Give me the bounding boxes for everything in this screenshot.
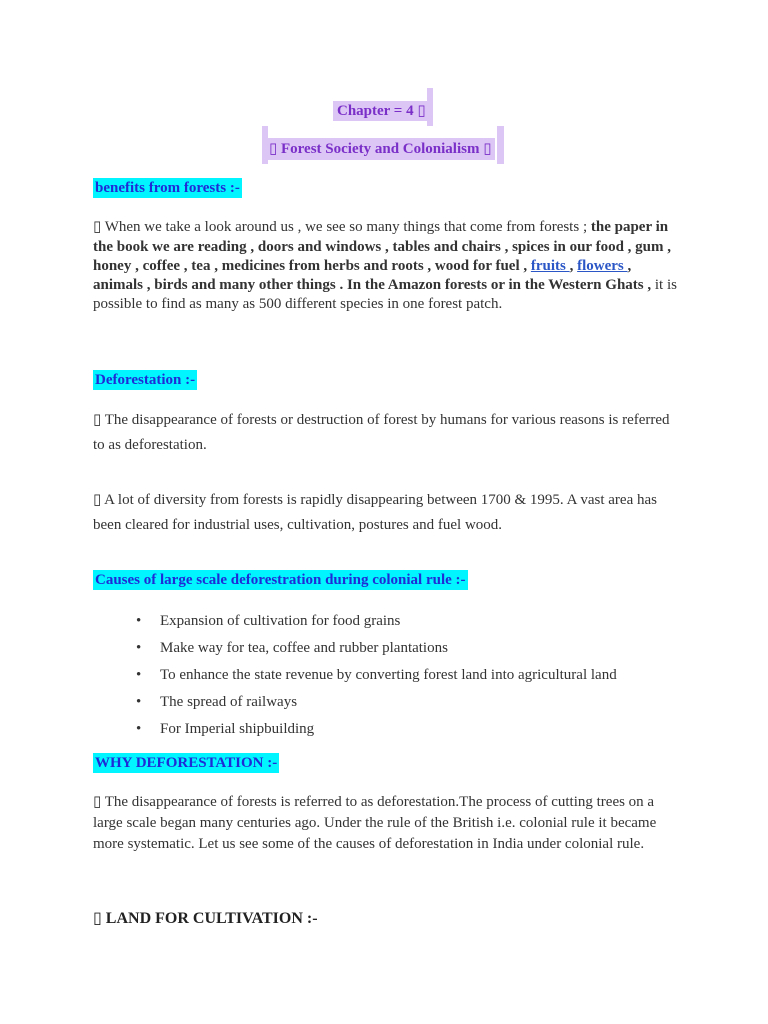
benefits-paragraph: [93, 216, 683, 314]
benefits-text-end: it is possible to find as many as 500 different species in one forest patch.: [93, 277, 677, 312]
separator-text: ,: [569, 258, 578, 274]
bullet-icon: •: [136, 721, 142, 737]
list-item-text: Expansion of cultivation for food grains: [160, 613, 401, 629]
section-heading-why-deforestation: WHY DEFORESTATION :-: [95, 755, 278, 771]
deforestation-paragraph-2: ▯ A lot of diversity from forests is rapidly disappearing between 1700 & 1995. A vast area has been cleared for industrial uses, cultivation, postures and fuel wood.: [93, 492, 657, 533]
why-deforestation-paragraph: ▯ The disappearance of forests is referred to as deforestation.The process of cutting trees on a large scale began many centuries ago. Under the rule of the British i.e. colonial rule it became more systematic. Let us see some of the causes of deforestation in India under colonial rule.: [93, 794, 657, 852]
benefits-text-start: ▯ When we take a look around us , we see so many things that come from forests ;: [93, 219, 591, 235]
deforestation-paragraph-1: ▯ The disappearance of forests or destruction of forest by humans for various reasons is referred to as deforestation.: [93, 412, 670, 453]
bullet-icon: •: [136, 667, 142, 683]
section-heading-causes: Causes of large scale deforestration during colonial rule :-: [95, 572, 466, 588]
benefits-text-bold-2: , animals , birds and many other things . In the Amazon forests or in the Western Ghats ,: [93, 258, 652, 293]
list-item-text: To enhance the state revenue by converting forest land into agricultural land: [160, 667, 617, 683]
chapter-subtitle: ▯ Forest Society and Colonialism ▯: [265, 138, 495, 160]
bullet-icon: •: [136, 640, 142, 656]
chapter-title: Chapter = 4 ▯: [333, 101, 430, 121]
fruits-link[interactable]: fruits: [530, 258, 570, 274]
section-heading-benefits: benefits from forests :-: [95, 180, 240, 196]
bullet-icon: •: [136, 613, 142, 629]
flowers-link[interactable]: flowers: [577, 258, 628, 274]
bullet-icon: •: [136, 694, 142, 710]
benefits-text-bold: the paper in the book we are reading , doors and windows , tables and chairs , spices in our food , gum , honey , coffee , tea , medicines from herbs and roots , wood for fuel ,: [93, 219, 671, 274]
section-heading-land-for-cultivation: ▯ LAND FOR CULTIVATION :-: [93, 910, 318, 927]
list-item-text: The spread of railways: [160, 694, 298, 710]
title-highlight-bar: [497, 126, 504, 164]
list-item-text: Make way for tea, coffee and rubber plantations: [160, 640, 448, 656]
section-heading-deforestation: Deforestation :-: [95, 372, 196, 388]
list-item-text: For Imperial shipbuilding: [160, 721, 315, 737]
